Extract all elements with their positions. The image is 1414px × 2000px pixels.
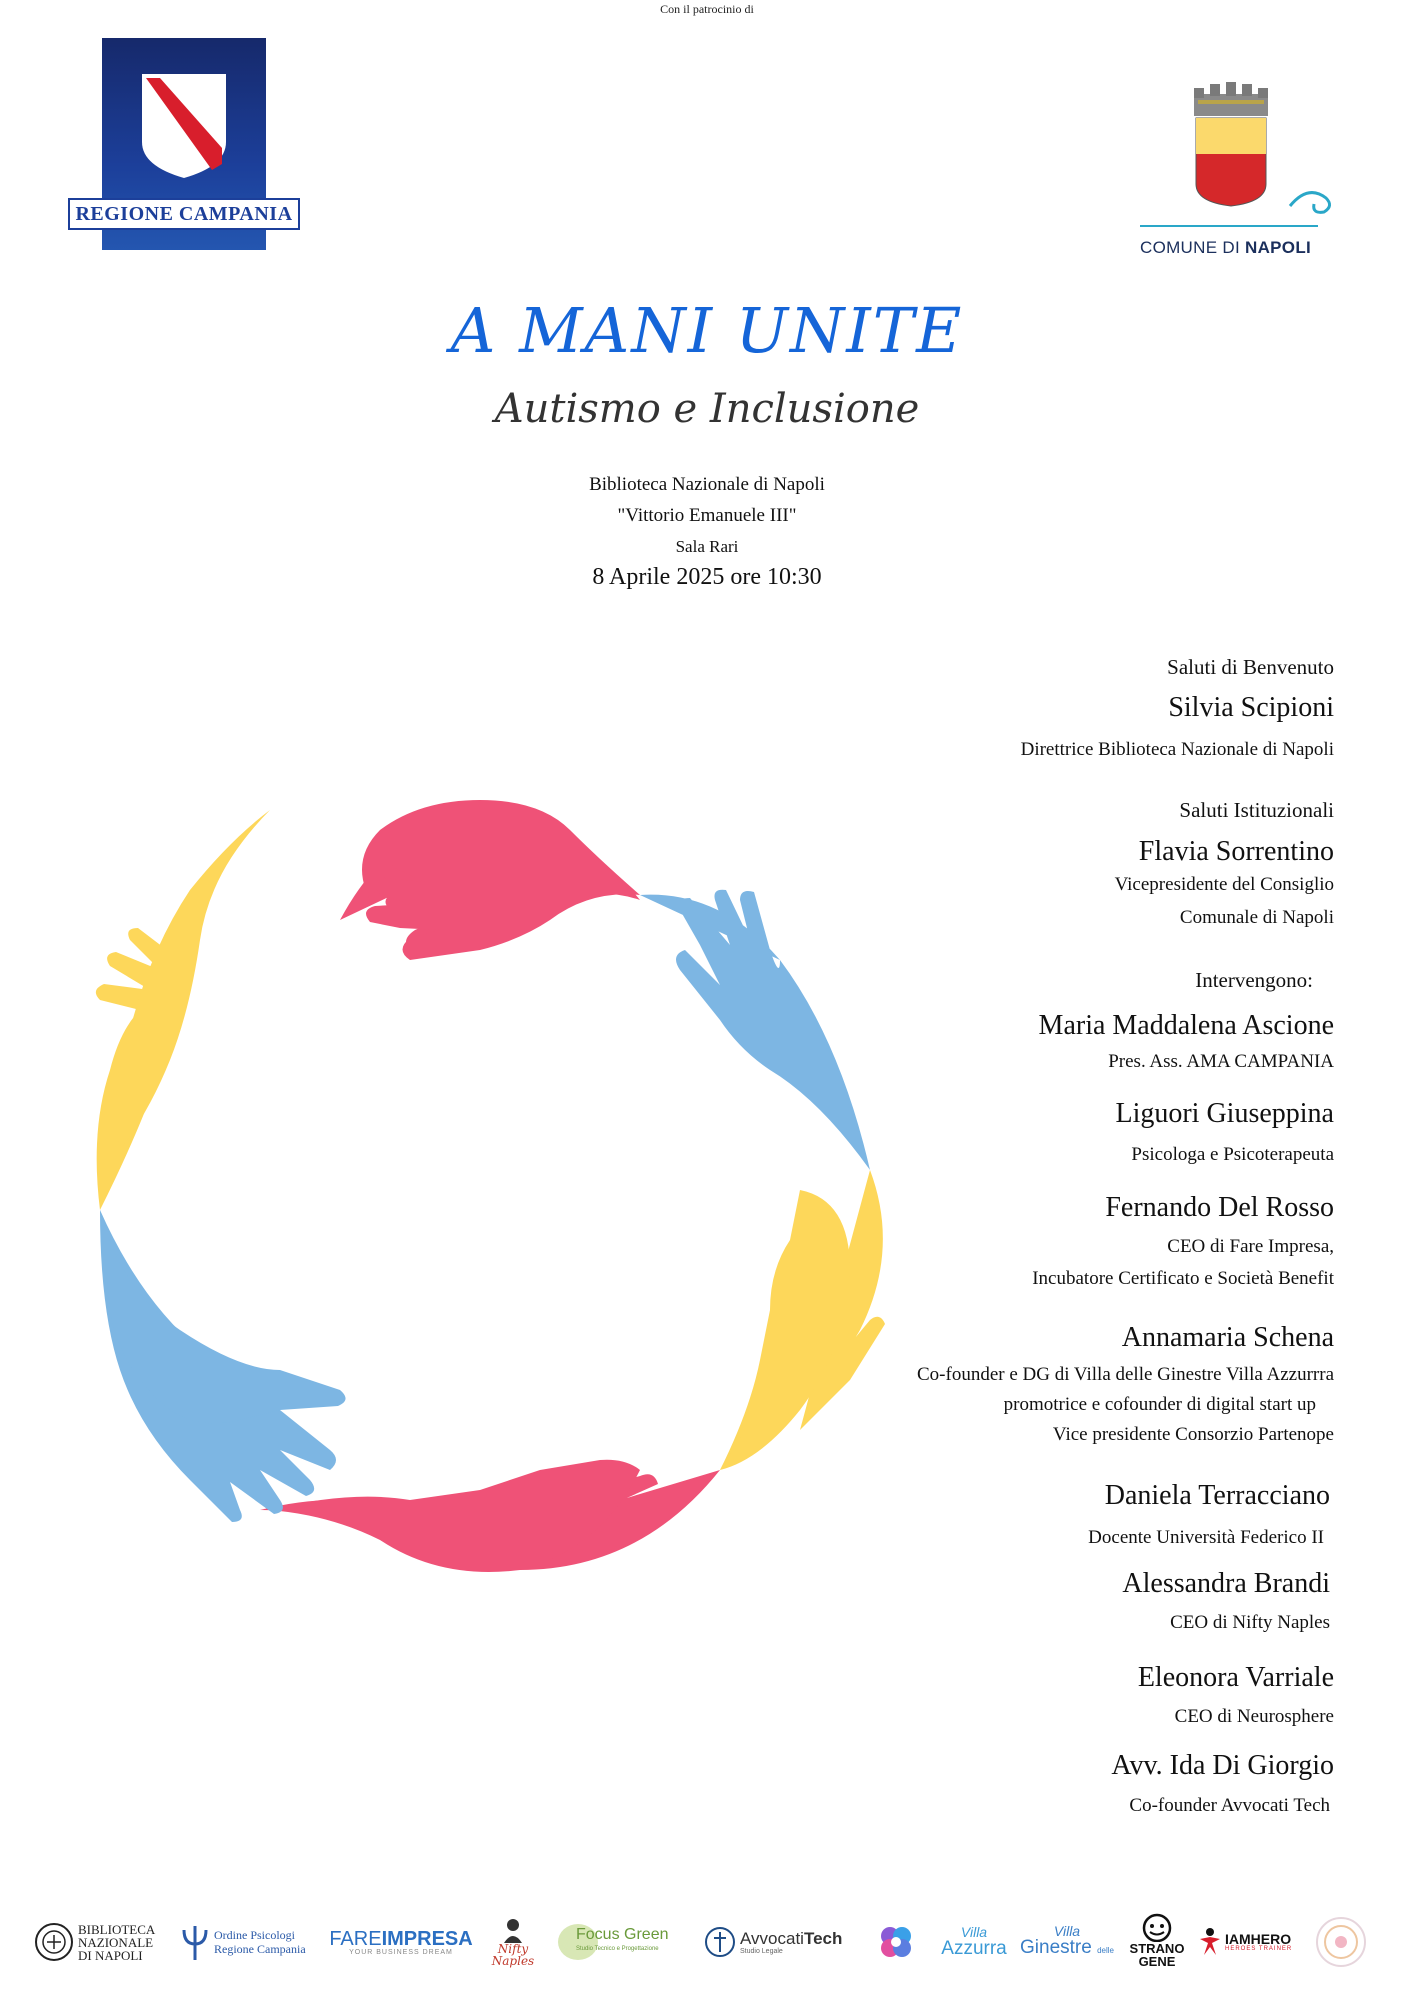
institutional-heading: Saluti Istituzionali [1179, 798, 1334, 822]
sponsor-strano-gene [1124, 1900, 1190, 1980]
yellow-hand-left-icon [96, 810, 270, 1210]
speakers-heading: Intervengono: [1195, 968, 1313, 992]
ordine-line-1: Ordine Psicologi [214, 1928, 295, 1942]
comune-label-light: COMUNE DI [1140, 238, 1245, 257]
yellow-hand-right-icon [720, 1170, 885, 1470]
biblioteca-seal-icon [34, 1922, 74, 1962]
event-title: A MANI UNITE [450, 294, 964, 367]
speaker-role: Psicologa e Psicoterapeuta [1131, 1144, 1334, 1165]
psi-icon [180, 1922, 210, 1962]
pink-hand-top-icon [340, 800, 640, 960]
comune-label [1140, 238, 1340, 258]
event-datetime: 8 Aprile 2025 ore 10:30 [592, 564, 822, 590]
venue-name: Biblioteca Nazionale di Napoli [589, 474, 825, 495]
speaker-name: Fernando Del Rosso [1105, 1192, 1334, 1223]
regione-label: REGIONE CAMPANIA [68, 198, 300, 230]
nifty-line-2: Naples [491, 1954, 535, 1968]
sponsor-avvocati-tech [704, 1912, 864, 1972]
napoli-crest-icon [1140, 80, 1340, 230]
blue-hand-right-icon [640, 890, 870, 1170]
speaker-role: Vice presidente Consorzio Partenope [1052, 1424, 1334, 1445]
speaker-name: Alessandra Brandi [1122, 1568, 1330, 1599]
speaker-name: Daniela Terracciano [1104, 1480, 1330, 1511]
sponsor-focus-green [556, 1912, 686, 1972]
villa-azzurra-line-2: Azzurra [941, 1938, 1007, 1959]
strano-gene-face-icon [1139, 1912, 1175, 1942]
sponsor-round-badge [1314, 1912, 1374, 1972]
patronage-label: Con il patrocinio di [660, 2, 754, 16]
speaker-name: Annamaria Schena [1121, 1322, 1334, 1353]
pink-hand-bottom-icon [260, 1460, 720, 1572]
biblioteca-line-2: NAZIONALE [78, 1934, 154, 1950]
avvocati-tagline: Studio Legale [740, 1947, 783, 1955]
speaker-role: CEO di Fare Impresa, [1167, 1236, 1334, 1257]
strano-line-2: GENE [1138, 1954, 1176, 1969]
round-badge-icon [1314, 1915, 1368, 1969]
avvocati-word: Avvocati [740, 1928, 804, 1948]
sponsor-biblioteca [34, 1912, 174, 1972]
united-hands-illustration [80, 770, 900, 1610]
fare-tagline: YOUR BUSINESS DREAM [349, 1948, 453, 1956]
institutional-speaker-role-1: Vicepresidente del Consiglio [1114, 874, 1334, 895]
speaker-role: promotrice e cofounder di digital start up [1003, 1394, 1316, 1415]
ordine-line-2: Regione Campania [214, 1942, 306, 1956]
sponsor-villa-azzurra [930, 1912, 1018, 1972]
iamhero-tagline: HEROES TRAINER [1225, 1946, 1293, 1952]
welcome-heading: Saluti di Benvenuto [1167, 655, 1334, 679]
speaker-role: Co-founder Avvocati Tech [1129, 1795, 1330, 1816]
focus-title: Focus Green [576, 1926, 669, 1943]
speaker-name: Maria Maddalena Ascione [1038, 1010, 1334, 1041]
biblioteca-line-3: DI NAPOLI [78, 1947, 143, 1963]
sponsor-villa-ginestre [1022, 1912, 1112, 1972]
strano-line-1: STRANO [1129, 1941, 1185, 1956]
welcome-speaker-role: Direttrice Biblioteca Nazionale di Napoli [1020, 739, 1334, 760]
speaker-role: Co-founder e DG di Villa delle Ginestre Villa Azzurrra [917, 1364, 1334, 1385]
sponsor-nifty-naples [478, 1912, 548, 1972]
neurosphere-flower-icon [876, 1922, 916, 1962]
comune-label-bold: NAPOLI [1245, 238, 1312, 257]
speaker-name: Liguori Giuseppina [1115, 1098, 1334, 1129]
speaker-role: Docente Università Federico II [1088, 1527, 1324, 1548]
iamhero-figure-icon [1198, 1927, 1222, 1957]
speaker-name: Avv. Ida Di Giorgio [1111, 1750, 1334, 1781]
regione-campania-logo [75, 38, 296, 250]
institutional-speaker-name: Flavia Sorrentino [1138, 836, 1334, 867]
venue-room: Sala Rari [675, 537, 739, 556]
tech-word: Tech [803, 1928, 843, 1948]
nifty-line-1: Nifty [497, 1942, 529, 1956]
nifty-figure-icon [500, 1917, 526, 1943]
fare-word: FARE [329, 1927, 382, 1950]
comune-napoli-logo [1140, 80, 1340, 270]
venue-dedication: "Vittorio Emanuele III" [617, 505, 797, 526]
sponsor-iamhero [1198, 1912, 1308, 1972]
blue-hand-left-icon [100, 1210, 346, 1522]
sponsor-ordine-psicologi [180, 1912, 330, 1972]
sponsor-fare-impresa [329, 1912, 473, 1972]
villa-ginestre-line-2: Ginestre [1020, 1936, 1092, 1958]
speaker-name: Eleonora Varriale [1137, 1662, 1334, 1693]
regione-shield-icon [102, 38, 266, 198]
villa-ginestre-line-1: Villa [1053, 1922, 1081, 1939]
impresa-word: IMPRESA [381, 1927, 473, 1950]
avvocati-shield-icon [704, 1926, 736, 1958]
iamhero-title: IAMHERO [1225, 1931, 1292, 1947]
villa-azzurra-line-1: Villa [960, 1924, 988, 1940]
speaker-role: Pres. Ass. AMA CAMPANIA [1108, 1051, 1334, 1072]
villa-ginestre-line-3: delle [1097, 1945, 1114, 1955]
speaker-role: Incubatore Certificato e Società Benefit [1032, 1268, 1334, 1289]
speaker-role: CEO di Nifty Naples [1170, 1612, 1330, 1633]
sponsor-neurosphere [876, 1912, 920, 1972]
biblioteca-line-1: BIBLIOTECA [78, 1921, 156, 1937]
speaker-role: CEO di Neurosphere [1174, 1706, 1334, 1727]
institutional-speaker-role-2: Comunale di Napoli [1179, 907, 1334, 928]
focus-tagline: Studio Tecnico e Progettazione [576, 1946, 659, 1952]
event-subtitle: Autismo e Inclusione [494, 386, 920, 432]
welcome-speaker-name: Silvia Scipioni [1168, 692, 1334, 723]
